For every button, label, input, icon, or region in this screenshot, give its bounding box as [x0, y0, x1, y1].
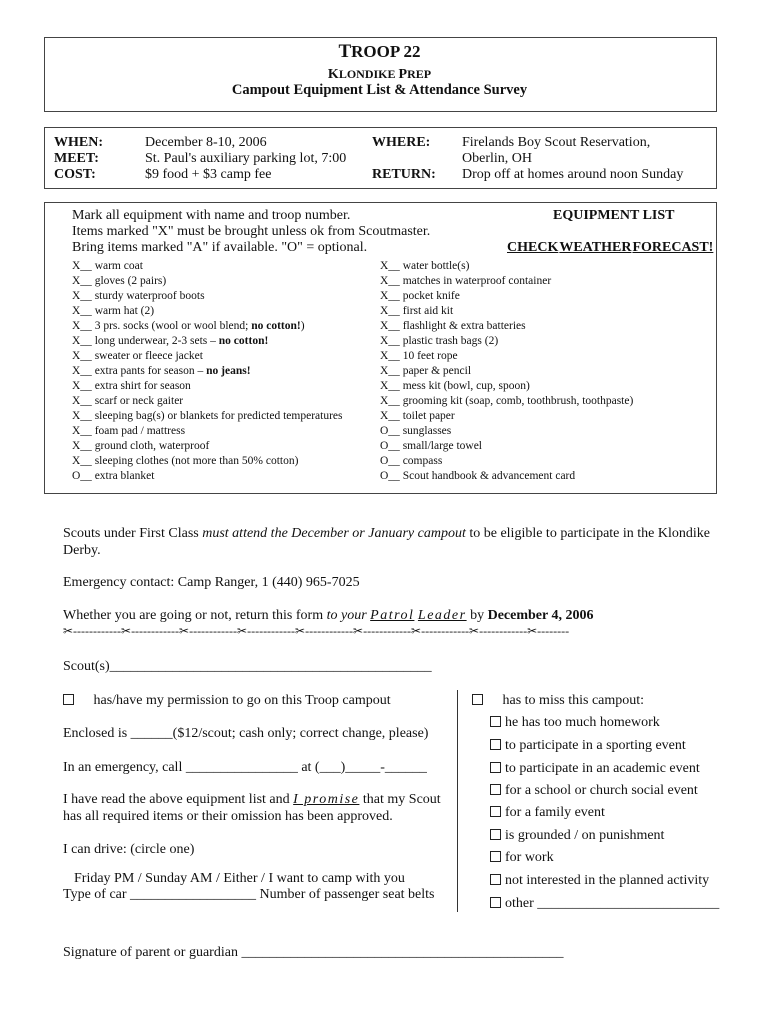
list-item: X__ extra pants for season – no jeans!: [72, 365, 251, 377]
list-item: X__ 10 feet rope: [380, 350, 458, 362]
reason-checkbox[interactable]: [490, 874, 501, 885]
list-item: X__ extra shirt for season: [72, 380, 191, 392]
first-class-note: Scouts under First Class must attend the December or January campout to be eligible to participate in the Klondike: [63, 526, 710, 541]
where-value-2: Oberlin, OH: [462, 151, 532, 166]
signature-field[interactable]: Signature of parent or guardian ______________________________________________: [63, 945, 564, 960]
program-title: KLONDIKE PREP: [327, 67, 432, 82]
read-statement: I have read the above equipment list and I promise that my Scout: [63, 792, 441, 807]
miss-reason: not interested in the planned activity: [490, 873, 709, 889]
list-item: X__ sturdy waterproof boots: [72, 290, 205, 302]
miss-reason: to participate in an academic event: [490, 761, 700, 777]
troop-title: TROOP 22: [338, 41, 421, 62]
reason-checkbox[interactable]: [490, 851, 501, 862]
miss-reason: is grounded / on punishment: [490, 828, 664, 844]
car-field[interactable]: Type of car __________________ Number of passenger seat belts: [63, 887, 435, 902]
return-value: Drop off at homes around noon Sunday: [462, 167, 684, 182]
equipment-intro-1: Mark all equipment with name and troop number.: [72, 208, 351, 223]
read-statement-cont: has all required items or their omission has been approved.: [63, 809, 393, 824]
return-label: RETURN:: [372, 167, 436, 182]
miss-reason: to participate in a sporting event: [490, 738, 686, 754]
weather-warning: CHECKWEATHERFORECAST!: [507, 240, 714, 255]
list-item: X__ warm hat (2): [72, 305, 155, 317]
where-label: WHERE:: [372, 135, 431, 150]
drive-label: I can drive: (circle one): [63, 842, 195, 857]
equipment-left-list: [72, 259, 342, 484]
list-item: X__ flashlight & extra batteries: [380, 320, 526, 332]
reason-checkbox[interactable]: [490, 784, 501, 795]
miss-reason: for a family event: [490, 805, 605, 821]
equipment-intro-3: Bring items marked "A" if available. "O" = optional.: [72, 240, 368, 255]
drive-options[interactable]: Friday PM / Sunday AM / Either / I want to camp with you: [74, 871, 405, 886]
reason-checkbox[interactable]: [490, 829, 501, 840]
reason-checkbox[interactable]: [490, 897, 501, 908]
list-item: X__ gloves (2 pairs): [72, 275, 167, 287]
list-item: X__ water bottle(s): [380, 260, 470, 272]
list-item: O__ Scout handbook & advancement card: [380, 470, 576, 482]
list-item: X__ grooming kit (soap, comb, toothbrush, toothpaste): [380, 395, 634, 407]
miss-reason: other __________________________: [490, 896, 719, 912]
enclosed-field[interactable]: Enclosed is ______($12/scout; cash only; correct change, please): [63, 726, 429, 741]
list-item: O__ small/large towel: [380, 440, 482, 452]
miss-reason: he has too much homework: [490, 715, 660, 731]
list-item: X__ warm coat: [72, 260, 143, 272]
return-instructions: Whether you are going or not, return this form to your Patrol Leader by December 4, 2006: [63, 608, 594, 623]
list-item: X__ mess kit (bowl, cup, spoon): [380, 380, 530, 392]
miss-checkbox[interactable]: [472, 694, 483, 705]
when-label: WHEN:: [54, 135, 103, 150]
list-item: X__ scarf or neck gaiter: [72, 395, 184, 407]
list-item: X__ toilet paper: [380, 410, 455, 422]
cost-value: $9 food + $3 camp fee: [145, 167, 272, 182]
equipment-intro-2: Items marked "X" must be brought unless ok from Scoutmaster.: [72, 224, 431, 239]
page-subtitle: Campout Equipment List & Attendance Survey: [231, 82, 528, 98]
when-value: December 8-10, 2006: [145, 135, 267, 150]
list-item: X__ matches in waterproof container: [380, 275, 552, 287]
list-item: O__ sunglasses: [380, 425, 452, 437]
list-item: X__ plastic trash bags (2): [380, 335, 499, 347]
meet-label: MEET:: [54, 151, 99, 166]
miss-reason: for work: [490, 850, 554, 866]
reason-checkbox[interactable]: [490, 762, 501, 773]
column-divider: [457, 690, 458, 912]
list-item: X__ pocket knife: [380, 290, 460, 302]
emergency-call-field[interactable]: In an emergency, call ________________ at (___)_____-______: [63, 760, 427, 775]
miss-row: has to miss this campout:: [472, 693, 644, 709]
reason-checkbox[interactable]: [490, 739, 501, 750]
list-item: X__ 3 prs. socks (wool or wool blend; no cotton!): [72, 320, 305, 332]
miss-reason: for a school or church social event: [490, 783, 698, 799]
reason-checkbox[interactable]: [490, 716, 501, 727]
first-class-note-cont: Derby.: [63, 543, 101, 558]
list-item: X__ foam pad / mattress: [72, 425, 186, 437]
where-value-1: Firelands Boy Scout Reservation,: [462, 135, 651, 150]
equipment-list-title: EQUIPMENT LIST: [553, 208, 675, 223]
cut-line: ✂------------✂------------✂------------✂------------✂------------✂------------✂------------✂------------✂--------: [63, 624, 570, 638]
permission-row: has/have my permission to go on this Troop campout: [63, 693, 391, 709]
list-item: X__ sleeping bag(s) or blankets for predicted temperatures: [72, 410, 343, 422]
permission-checkbox[interactable]: [63, 694, 74, 705]
cost-label: COST:: [54, 167, 96, 182]
equipment-right-list: [380, 259, 633, 484]
list-item: X__ sweater or fleece jacket: [72, 350, 203, 362]
list-item: O__ extra blanket: [72, 470, 155, 482]
list-item: X__ ground cloth, waterproof: [72, 440, 210, 452]
reason-checkbox[interactable]: [490, 806, 501, 817]
list-item: O__ compass: [380, 455, 443, 467]
emergency-contact: Emergency contact: Camp Ranger, 1 (440) 965-7025: [63, 575, 360, 590]
scouts-field[interactable]: Scout(s)______________________________________________: [63, 659, 432, 674]
meet-value: St. Paul's auxiliary parking lot, 7:00: [145, 151, 347, 166]
list-item: X__ sleeping clothes (not more than 50% cotton): [72, 455, 299, 467]
list-item: X__ long underwear, 2-3 sets – no cotton!: [72, 335, 269, 347]
list-item: X__ paper & pencil: [380, 365, 472, 377]
list-item: X__ first aid kit: [380, 305, 454, 317]
